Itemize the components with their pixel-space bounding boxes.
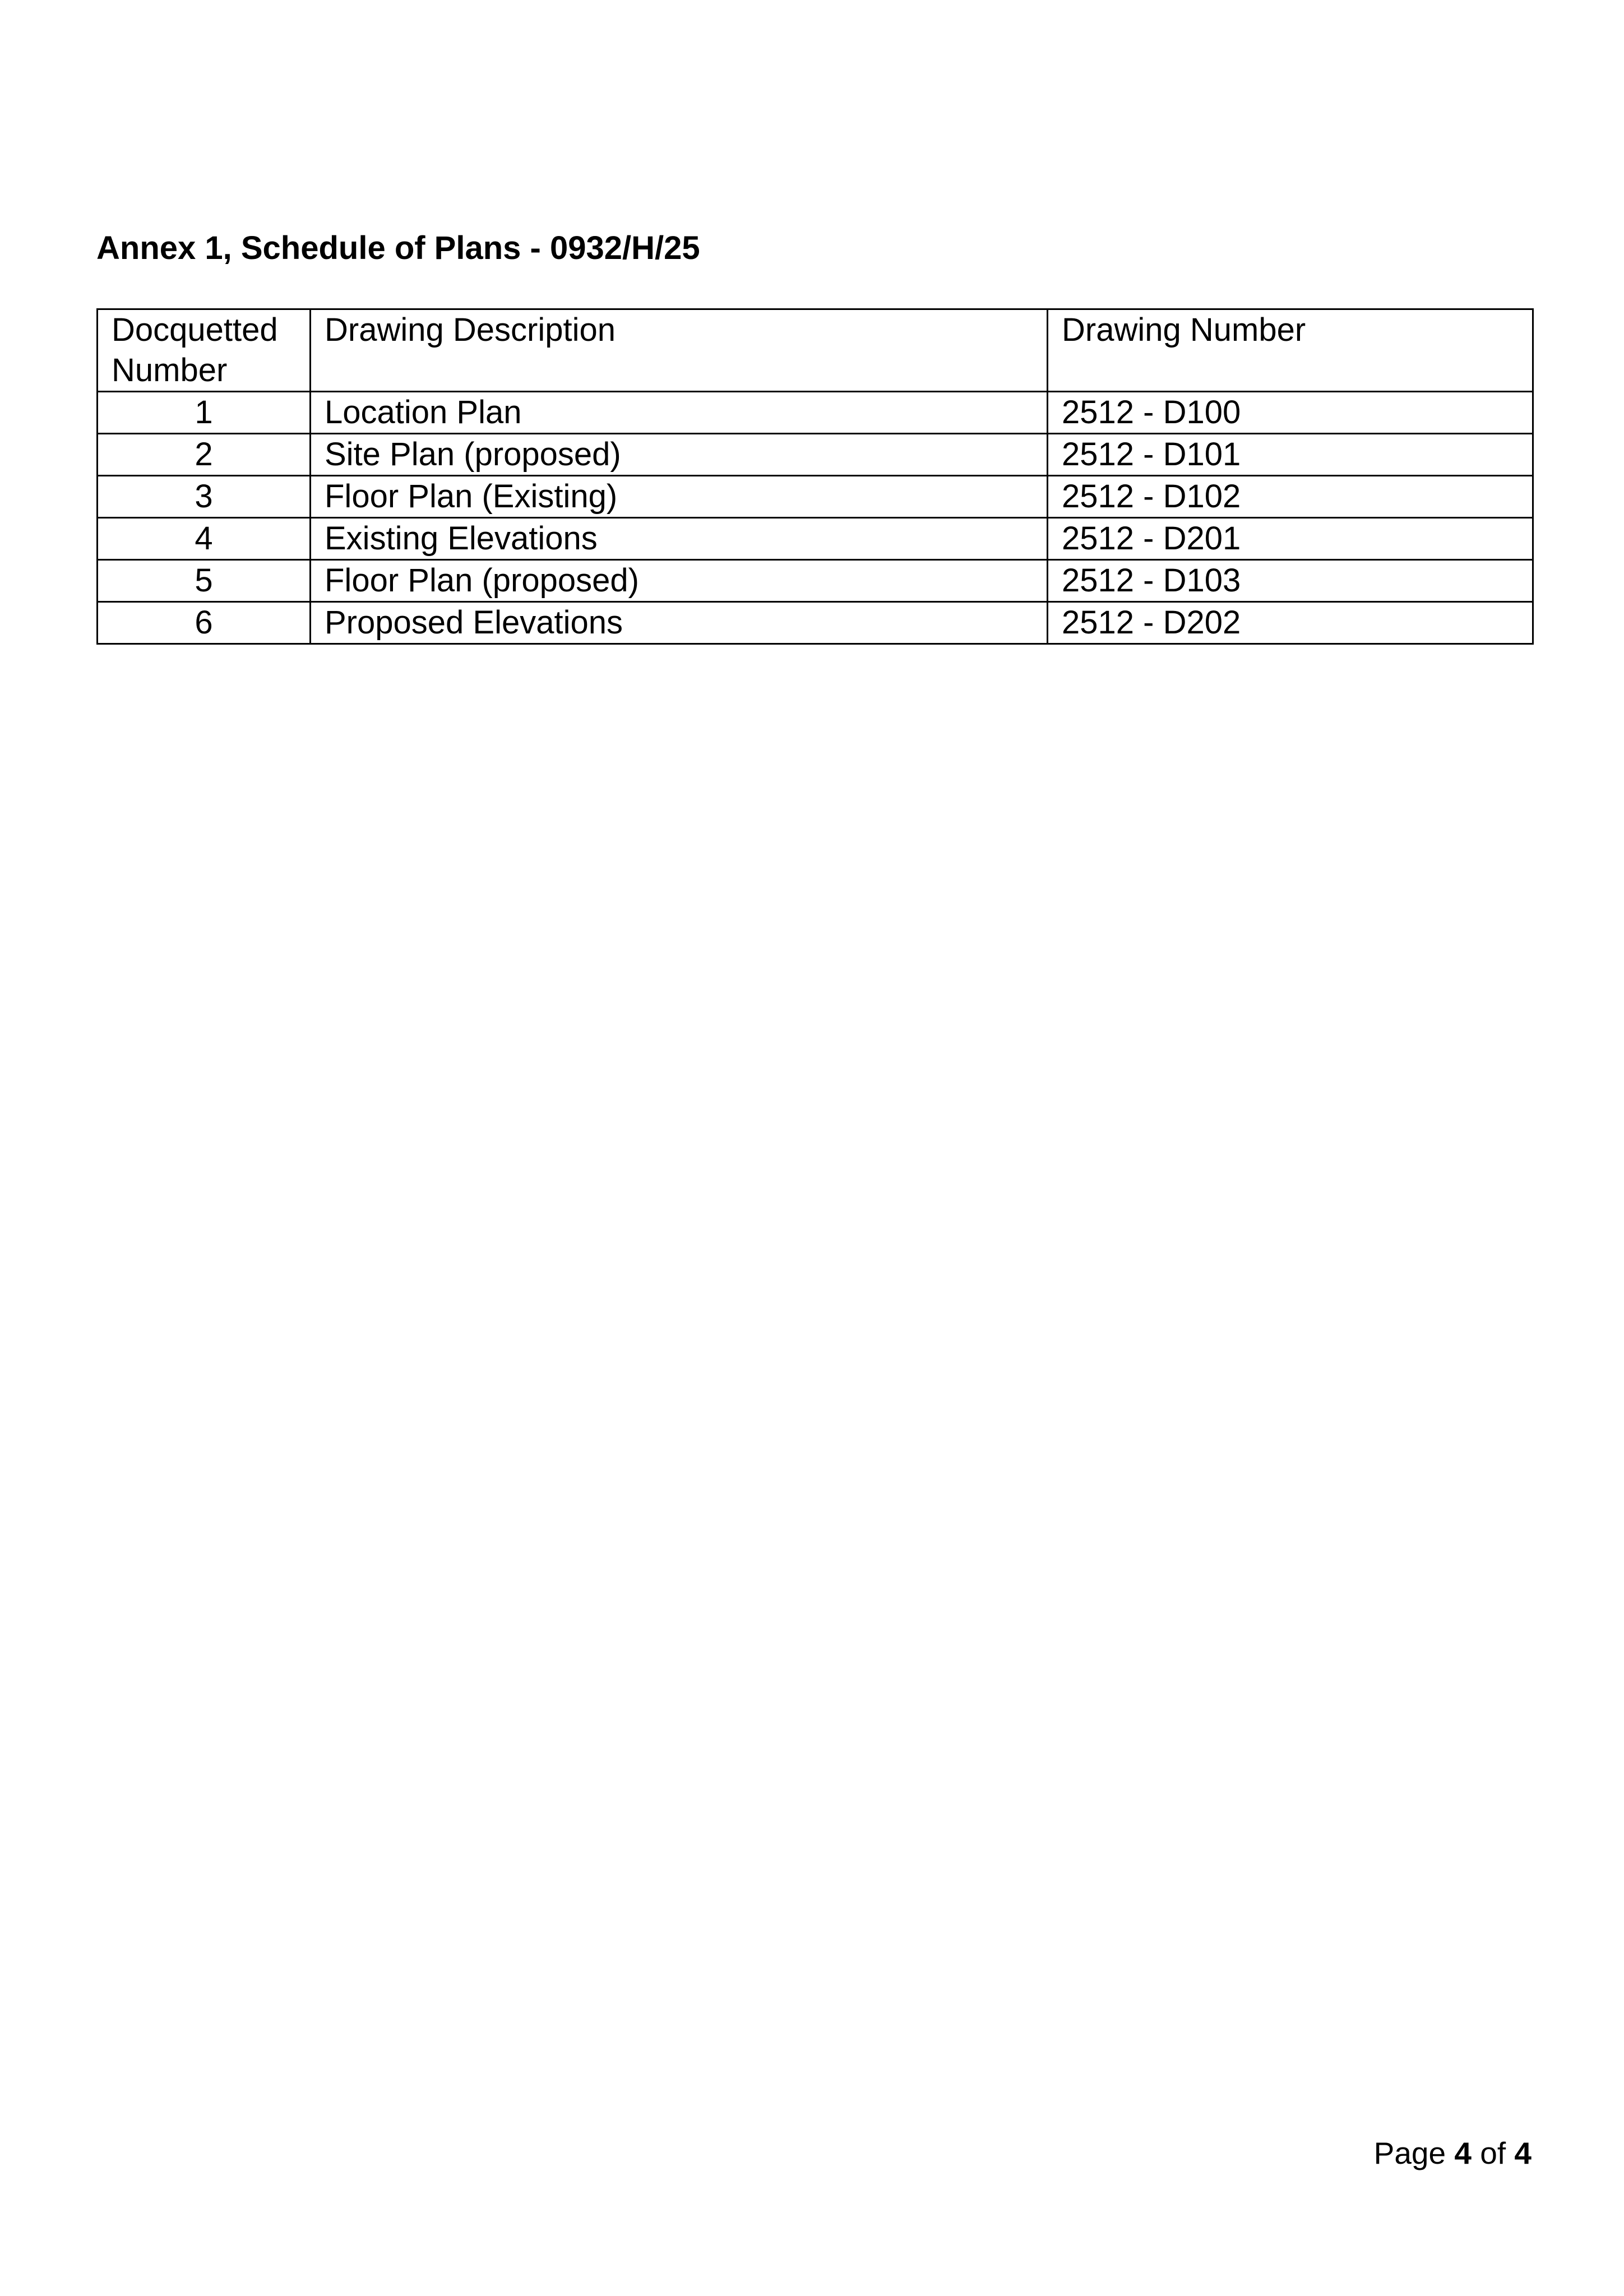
total-pages-number: 4 (1514, 2136, 1532, 2170)
table-row (98, 602, 1533, 644)
docquetted-number-cell: 3 (98, 476, 311, 518)
docquetted-number-cell: 1 (98, 392, 311, 434)
drawing-description-cell: Existing Elevations (311, 518, 1048, 560)
docquetted-number-cell: 5 (98, 560, 311, 602)
table-row (98, 518, 1533, 560)
drawing-description-cell: Proposed Elevations (311, 602, 1048, 644)
page-word: Page (1373, 2136, 1446, 2170)
table-row (98, 560, 1533, 602)
drawing-description-cell: Floor Plan (proposed) (311, 560, 1048, 602)
drawing-number-cell: 2512 - D101 (1048, 434, 1533, 476)
of-word: of (1480, 2136, 1506, 2170)
drawing-number-cell: 2512 - D201 (1048, 518, 1533, 560)
header-drawing-description: Drawing Description (311, 309, 1048, 392)
header-docquetted-number: Docquetted Number (98, 309, 311, 392)
drawing-number-cell: 2512 - D202 (1048, 602, 1533, 644)
drawing-number-cell: 2512 - D103 (1048, 560, 1533, 602)
docquetted-number-cell: 4 (98, 518, 311, 560)
table-row (98, 434, 1533, 476)
table-row (98, 392, 1533, 434)
docquetted-number-cell: 2 (98, 434, 311, 476)
docquetted-number-cell: 6 (98, 602, 311, 644)
drawing-description-cell: Floor Plan (Existing) (311, 476, 1048, 518)
drawing-description-cell: Site Plan (proposed) (311, 434, 1048, 476)
page-title: Annex 1, Schedule of Plans - 0932/H/25 (96, 230, 700, 266)
current-page-number: 4 (1454, 2136, 1472, 2170)
header-drawing-number: Drawing Number (1048, 309, 1533, 392)
table-header-row (98, 309, 1533, 392)
drawing-number-cell: 2512 - D100 (1048, 392, 1533, 434)
page-footer (1374, 2135, 1532, 2172)
schedule-of-plans-table (96, 308, 1534, 645)
drawing-description-cell: Location Plan (311, 392, 1048, 434)
drawing-number-cell: 2512 - D102 (1048, 476, 1533, 518)
table-row (98, 476, 1533, 518)
